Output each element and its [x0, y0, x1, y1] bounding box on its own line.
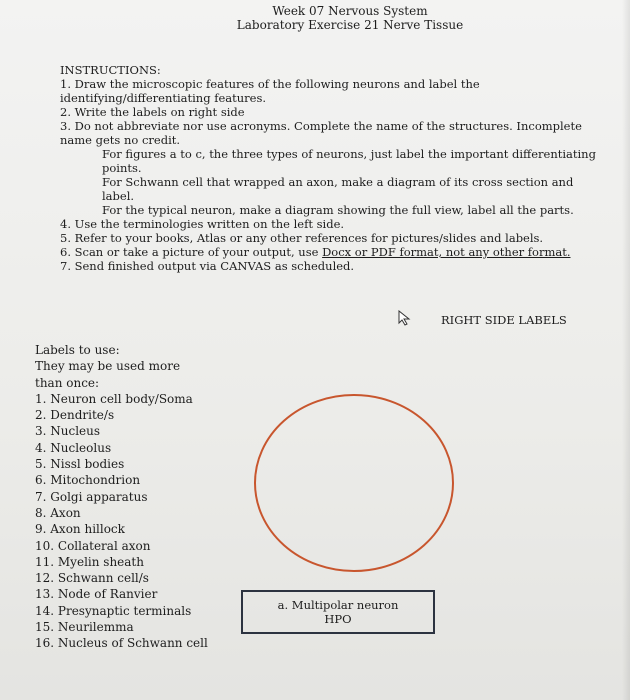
labels-note-b: than once:: [35, 375, 100, 390]
note-2a: For Schwann cell that wrapped an axon, make a diagram of its cross section and: [102, 175, 574, 189]
label-item: 13. Node of Ranvier: [35, 587, 158, 602]
instruction-6: [60, 245, 580, 259]
instruction-7: 7. Send finished output via CANVAS as scheduled.: [60, 259, 355, 273]
instruction-1a: 1. Draw the microscopic features of the following neurons and label the: [60, 77, 480, 91]
label-item: 2. Dendrite/s: [35, 408, 115, 423]
page-title: Week 07 Nervous System: [272, 4, 428, 18]
instruction-4: 4. Use the terminologies written on the left side.: [60, 217, 345, 231]
mouse-cursor-icon: [398, 310, 412, 326]
label-item: 14. Presynaptic terminals: [35, 603, 192, 618]
label-item: 15. Neurilemma: [35, 620, 134, 635]
drawing-area-circle: [254, 393, 454, 573]
instructions-heading: INSTRUCTIONS:: [60, 63, 161, 77]
instruction-3b: name gets no credit.: [60, 133, 181, 147]
page-subtitle: Laboratory Exercise 21 Nerve Tissue: [236, 18, 464, 32]
label-item: 6. Mitochondrion: [35, 473, 141, 488]
format-requirement: Docx or PDF format, not any other format.: [322, 245, 571, 259]
label-item: 1. Neuron cell body/Soma: [35, 391, 193, 406]
page-edge-shadow: [622, 0, 630, 700]
label-item: 5. Nissl bodies: [35, 457, 125, 472]
note-3: For the typical neuron, make a diagram showing the full view, label all the parts.: [102, 203, 574, 217]
right-side-labels-heading: RIGHT SIDE LABELS: [441, 313, 567, 327]
instruction-2: 2. Write the labels on right side: [60, 105, 245, 119]
label-item: 3. Nucleus: [35, 424, 101, 439]
label-item: 4. Nucleolus: [35, 440, 112, 455]
label-item: 10. Collateral axon: [35, 538, 151, 553]
instructions: [60, 63, 596, 273]
label-item: 8. Axon: [35, 505, 81, 520]
figure-caption: a. Multipolar neuron: [277, 598, 399, 612]
labels-list: [35, 342, 235, 652]
labels-heading: Labels to use:: [35, 343, 120, 357]
note-2b: label.: [102, 189, 135, 203]
note-1b: points.: [102, 161, 142, 175]
labels-note-a: They may be used more: [35, 359, 181, 374]
label-item: 11. Myelin sheath: [35, 554, 144, 569]
header: [0, 4, 630, 32]
label-item: 7. Golgi apparatus: [35, 489, 148, 504]
note-1a: For figures a to c, the three types of neurons, just label the important differentiating: [102, 147, 596, 161]
figure-caption-box: [241, 590, 435, 634]
instruction-3a: 3. Do not abbreviate nor use acronyms. Complete the name of the structures. Incomplete: [60, 119, 582, 133]
instruction-1b: identifying/differentiating features.: [60, 91, 267, 105]
instruction-5: 5. Refer to your books, Atlas or any other references for pictures/slides and labels.: [60, 231, 544, 245]
label-item: 9. Axon hillock: [35, 522, 125, 537]
figure-magnification: HPO: [324, 612, 352, 626]
label-item: 12. Schwann cell/s: [35, 571, 149, 586]
instruction-6-text: 6. Scan or take a picture of your output, use: [60, 245, 323, 259]
label-item: 16. Nucleus of Schwann cell: [35, 636, 208, 651]
